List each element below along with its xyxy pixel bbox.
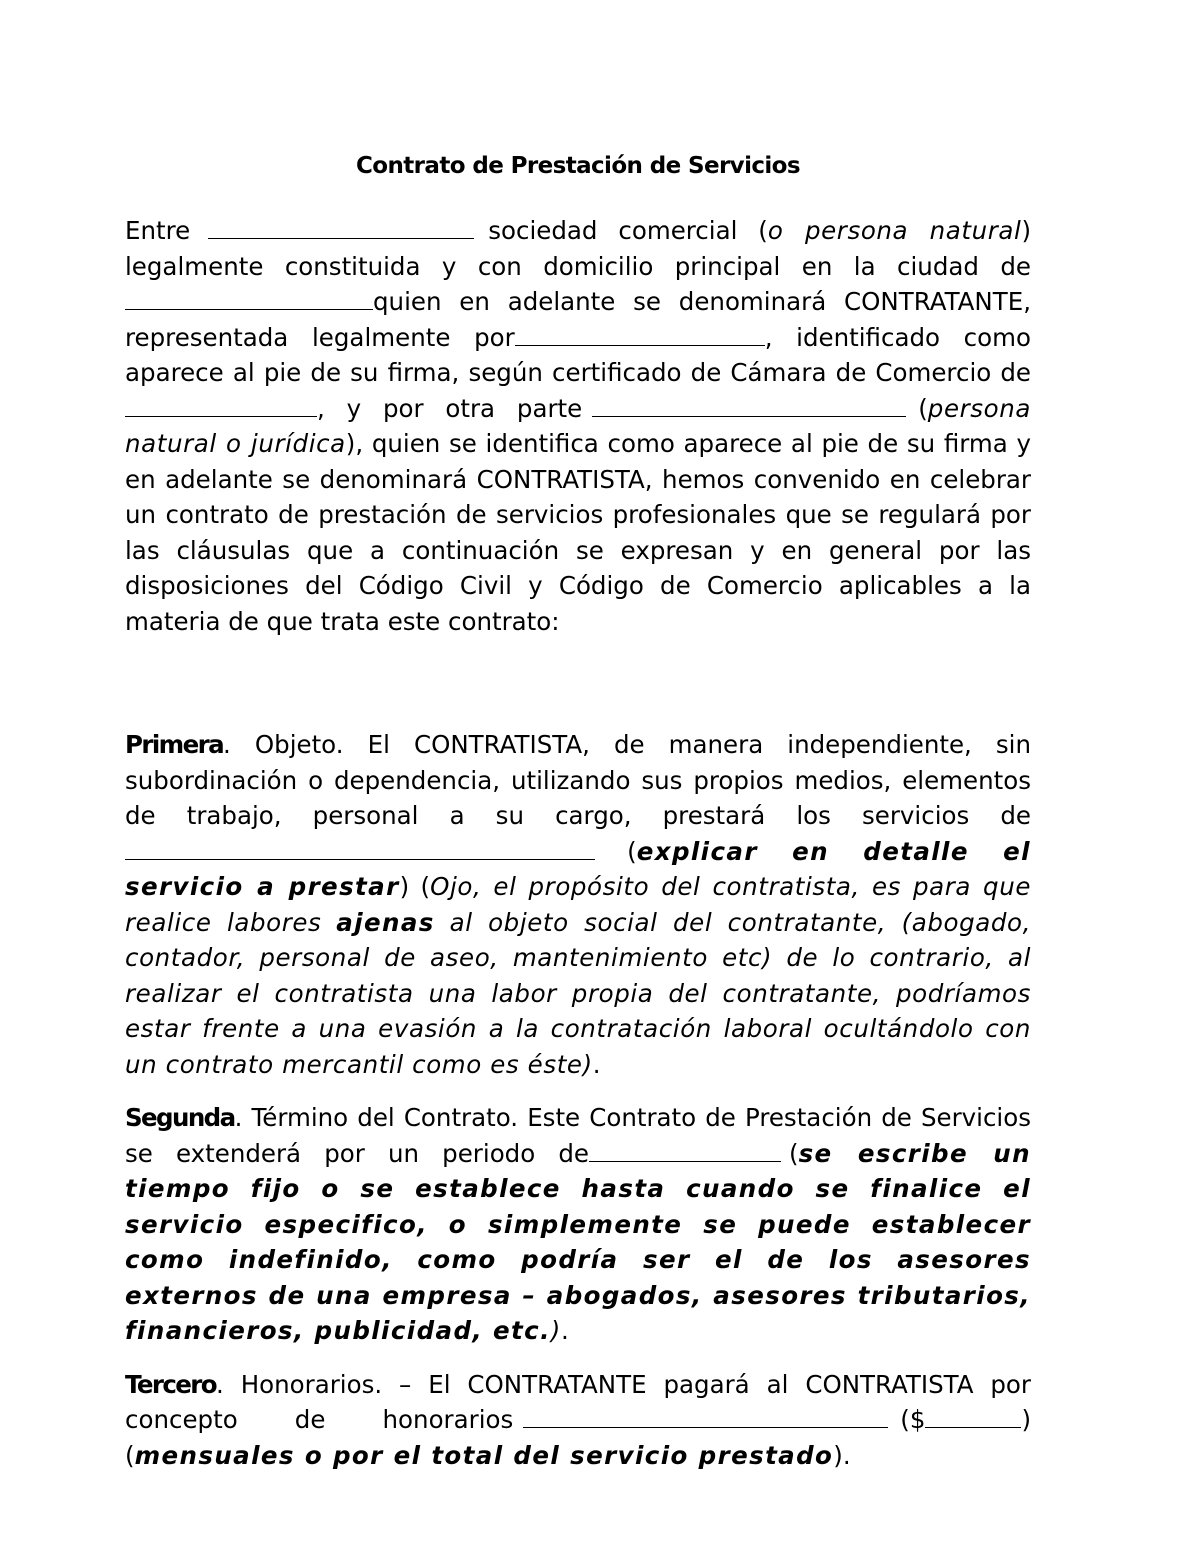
- blank-line: [125, 835, 595, 860]
- clause-label: Segunda: [125, 1103, 235, 1132]
- clause-text: (: [627, 836, 637, 866]
- clause-text: ($: [900, 1405, 926, 1434]
- blank-line: [125, 285, 373, 310]
- blank-line: [515, 321, 765, 346]
- blank-line: [589, 1137, 781, 1162]
- clause-italic: al objeto social del contratante, (abogado, contador, personal de aseo, mantenimiento etc) de lo contrario, al realizar el contratista una labor propia del contratante, podríamos estar frente a una evasión a la contratación laboral ocultándolo con un contrato mercantil como es éste): [125, 907, 1031, 1079]
- clause-label: Primera: [125, 730, 223, 759]
- intro-text: quien en adelante se denominará CONTRATANTE, representada legalmente por: [125, 287, 1031, 352]
- blank-line: [523, 1403, 888, 1428]
- clause-bold-italic: explicar en detalle el servicio a prestar: [125, 836, 1031, 901]
- clause-text: .: [592, 1049, 601, 1079]
- intro-text: Entre: [125, 216, 191, 245]
- intro-italic: persona natural o jurídica: [125, 393, 1031, 458]
- clause-text: . Honorarios. – El CONTRATANTE pagará al CONTRATISTA por concepto de honorarios: [125, 1369, 1031, 1434]
- intro-text: (: [918, 393, 928, 423]
- blank-line: [208, 214, 474, 239]
- clause-text: (: [789, 1138, 799, 1168]
- intro-text: ) legalmente constituida y con domicilio principal en la ciudad de: [125, 216, 1032, 281]
- intro-italic: o persona natural: [767, 216, 1022, 245]
- document-page: [125, 148, 1031, 1473]
- clause-text: ) (: [399, 872, 431, 901]
- clause-italic: ): [550, 1316, 561, 1345]
- clause-segunda: [125, 1100, 1031, 1349]
- clause-bold-italic: se escribe un tiempo fijo o se establece hasta cuando se finalice el servicio especifico, o simplemente se puede establecer como indefinido, como podría ser el de los asesores externos de una empresa – abogados, asesores tributarios, financieros, publicidad, etc.: [125, 1138, 1031, 1345]
- clause-bold-italic: mensuales o por el total del servicio prestado: [134, 1440, 834, 1470]
- blank-line: [125, 392, 317, 417]
- clause-text: . Objeto. El CONTRATISTA, de manera independiente, sin subordinación o dependencia, utilizando sus propios medios, elementos de trabajo, personal a su cargo, prestará los servicios de: [125, 730, 1031, 830]
- blank-line: [592, 392, 906, 417]
- clause-text: ) (: [125, 1405, 1031, 1470]
- clause-italic: Ojo, el propósito del contratista, es para que realice labores: [125, 872, 1032, 937]
- intro-text: sociedad comercial (: [488, 216, 768, 245]
- clause-text: ).: [833, 1440, 851, 1470]
- clause-label: Tercero: [125, 1369, 217, 1399]
- intro-paragraph: [125, 213, 1031, 639]
- intro-text: , y por otra parte: [317, 393, 583, 423]
- clause-primera: [125, 727, 1031, 1082]
- clause-tercero: [125, 1367, 1031, 1474]
- clause-text: .: [560, 1316, 569, 1345]
- clause-text: . Término del Contrato. Este Contrato de Prestación de Servicios se extenderá por un periodo de: [125, 1103, 1031, 1168]
- intro-text: ), quien se identifica como aparece al pie de su firma y en adelante se denominará CONTRATISTA, hemos convenido en celebrar un contrato de prestación de servicios profesionales que se regulará por las cláusulas que a continuación se expresan y en general por las disposiciones del Código Civil y Código de Comercio aplicables a la materia de que trata este contrato:: [125, 429, 1031, 636]
- clause-bold-italic: ajenas: [336, 907, 435, 937]
- blank-line: [925, 1403, 1021, 1428]
- intro-text: , identificado como aparece al pie de su firma, según certificado de Cámara de Comercio de: [125, 322, 1032, 387]
- document-title: Contrato de Prestación de Servicios: [356, 153, 800, 179]
